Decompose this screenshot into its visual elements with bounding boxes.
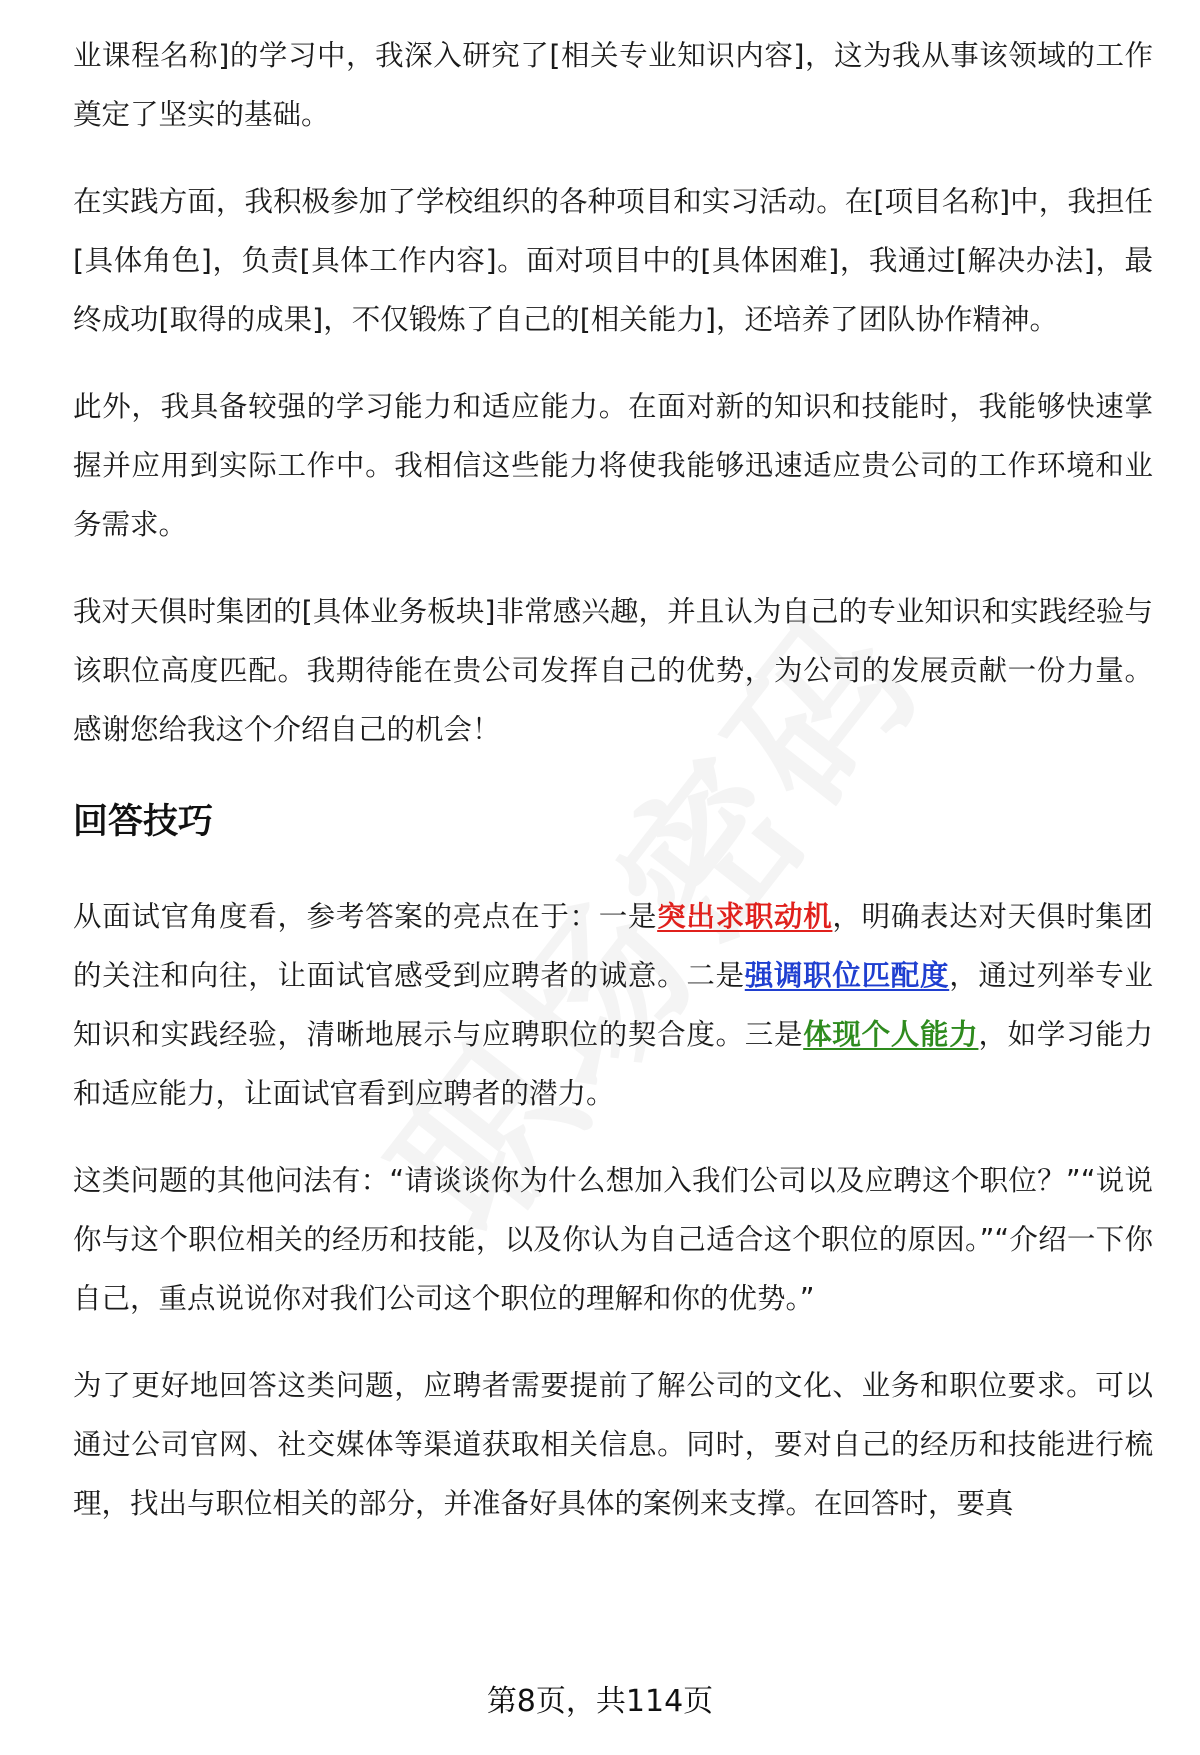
tips-text: ，如学习能力和适应能力，让面试官看到应聘者的潜力。 bbox=[73, 1018, 1153, 1110]
tips-text: ，明确表达对天俱时集团的关注和向往，让面试官感受到应聘者的诚意。二是 bbox=[73, 900, 1153, 992]
paragraph-practice: 在实践方面，我积极参加了学校组织的各种项目和实习活动。在[项目名称]中，我担任[具体角色]，负责[具体工作内容]。面对项目中的[具体困难]，我通过[解决办法]，最终成功[取得的成果]，不仅锻炼了自己的[相关能力]，还培养了团队协作精神。 bbox=[73, 185, 1153, 336]
paragraph-advice: 为了更好地回答这类问题，应聘者需要提前了解公司的文化、业务和职位要求。可以通过公司官网、社交媒体等渠道获取相关信息。同时，要对自己的经历和技能进行梳理，找出与职位相关的部分，并准备好具体的案例来支撑。在回答时，要真 bbox=[73, 1369, 1153, 1520]
page-number: 第8页，共114页 bbox=[486, 1684, 714, 1719]
paragraph-education: 业课程名称]的学习中，我深入研究了[相关专业知识内容]，这为我从事该领域的工作奠定了坚实的基础。 bbox=[73, 39, 1154, 131]
paragraph-abilities: 此外，我具备较强的学习能力和适应能力。在面对新的知识和技能时，我能够快速掌握并应用到实际工作中。我相信这些能力将使我能够迅速适应贵公司的工作环境和业务需求。 bbox=[73, 390, 1153, 541]
page-content bbox=[73, 26, 1153, 1561]
highlight-ability: 体现个人能力 bbox=[803, 1018, 979, 1051]
paragraph-interest: 我对天俱时集团的[具体业务板块]非常感兴趣，并且认为自己的专业知识和实践经验与该职位高度匹配。我期待能在贵公司发挥自己的优势，为公司的发展贡献一份力量。感谢您给我这个介绍自己的机会！ bbox=[73, 595, 1153, 746]
section-heading: 回答技巧 bbox=[73, 802, 214, 842]
tips-text: ，通过列举专业知识和实践经验，清晰地展示与应聘职位的契合度。三是 bbox=[73, 959, 1153, 1051]
highlight-job-match: 强调职位匹配度 bbox=[744, 959, 950, 992]
paragraph-tips bbox=[73, 887, 1153, 1123]
paragraph-other-questions: 这类问题的其他问法有：“请谈谈你为什么想加入我们公司以及应聘这个职位？”“说说你与这个职位相关的经历和技能，以及你认为自己适合这个职位的原因。”“介绍一下你自己，重点说说你对我们公司这个职位的理解和你的优势。” bbox=[73, 1164, 1153, 1315]
highlight-motivation: 突出求职动机 bbox=[657, 900, 833, 933]
tips-text: 从面试官角度看，参考答案的亮点在于：一是 bbox=[73, 900, 658, 933]
